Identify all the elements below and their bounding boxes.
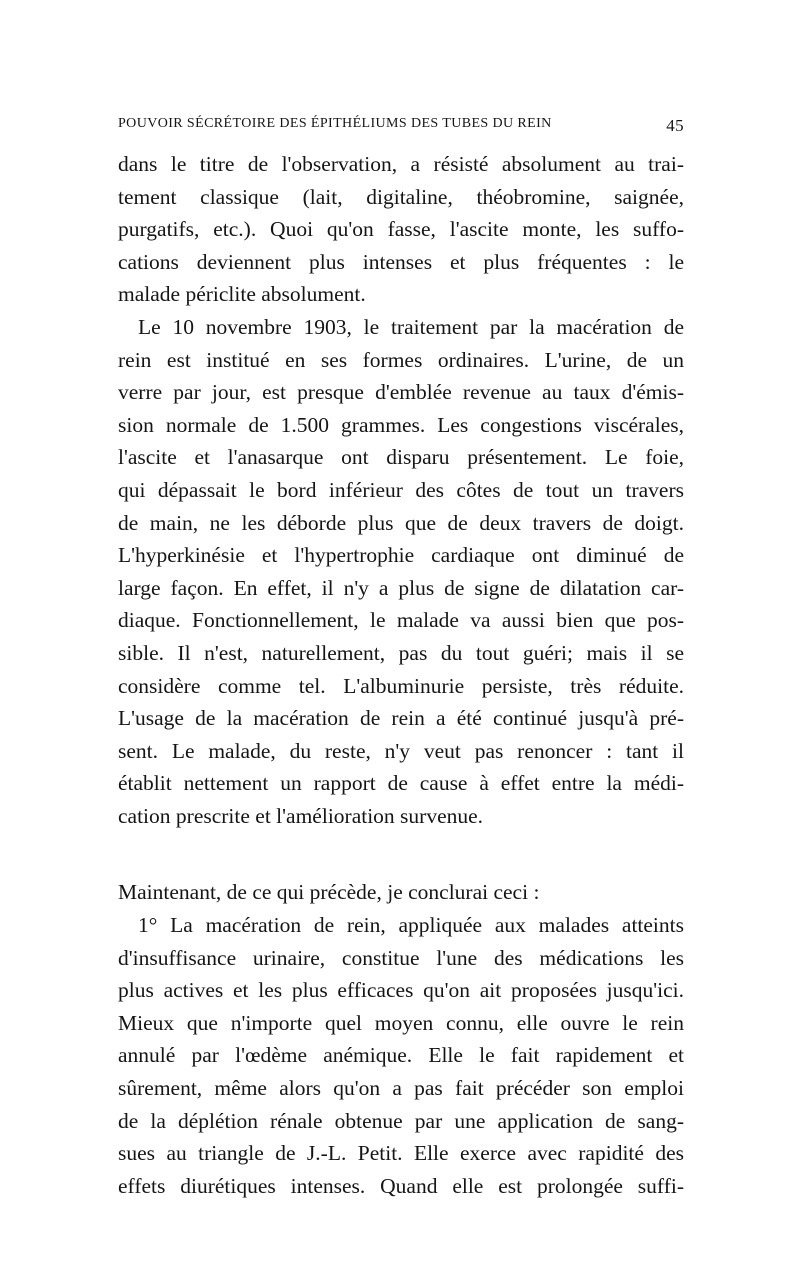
- text-line: purgatifs, etc.). Quoi qu'on fasse, l'ascite monte, les suffo-: [118, 217, 684, 242]
- body-text: [118, 148, 684, 1202]
- paragraph-treatment: [118, 311, 684, 833]
- text-line: établit nettement un rapport de cause à effet entre la médi-: [118, 771, 684, 796]
- text-line: dans le titre de l'observation, a résisté absolument au trai-: [118, 152, 684, 176]
- text-line: de la déplétion rénale obtenue par une application de sang-: [118, 1108, 684, 1133]
- paragraph-conclusion-1: [118, 909, 684, 1202]
- page-number: 45: [666, 116, 684, 135]
- text-line: rein est institué en ses formes ordinaires. L'urine, de un: [118, 347, 684, 372]
- text-line: sent. Le malade, du reste, n'y veut pas renoncer : tant il: [118, 738, 684, 763]
- text-line: tement classique (lait, digitaline, théobromine, saignée,: [118, 184, 684, 209]
- text-line: sûrement, même alors qu'on a pas fait précéder son emploi: [118, 1076, 684, 1101]
- running-title: POUVOIR SÉCRÉTOIRE DES ÉPITHÉLIUMS DES TUBES DU REIN: [118, 116, 552, 131]
- text-line: cations deviennent plus intenses et plus fréquentes : le: [118, 249, 684, 274]
- text-line: de main, ne les déborde plus que de deux travers de doigt.: [118, 510, 684, 535]
- text-line: Maintenant, de ce qui précède, je conclurai ceci :: [118, 880, 540, 905]
- text-line: cation prescrite et l'amélioration survenue.: [118, 803, 484, 828]
- text-line: annulé par l'œdème anémique. Elle le fait rapidement et: [118, 1043, 684, 1068]
- text-line: sues au triangle de J.-L. Petit. Elle exerce avec rapidité des: [118, 1141, 684, 1166]
- text-line: L'hyperkinésie et l'hypertrophie cardiaque ont diminué de: [118, 543, 684, 568]
- text-line: large façon. En effet, il n'y a plus de signe de dilatation car-: [118, 575, 684, 600]
- text-line: effets diurétiques intenses. Quand elle est prolongée suffi-: [118, 1173, 684, 1198]
- text-line: qui dépassait le bord inférieur des côtes de tout un travers: [118, 477, 684, 502]
- text-line: d'insuffisance urinaire, constitue l'une des médications les: [118, 945, 684, 970]
- text-line: sion normale de 1.500 grammes. Les congestions viscérales,: [118, 412, 684, 437]
- text-line: 1° La macération de rein, appliquée aux malades atteints: [138, 913, 684, 938]
- text-line: sible. Il n'est, naturellement, pas du tout guéri; mais il se: [118, 640, 684, 665]
- text-line: considère comme tel. L'albuminurie persiste, très réduite.: [118, 673, 684, 698]
- text-line: plus actives et les plus efficaces qu'on ait proposées jusqu'ici.: [118, 978, 684, 1003]
- text-line: Mieux que n'importe quel moyen connu, elle ouvre le rein: [118, 1010, 684, 1035]
- paragraph-gap: [118, 832, 684, 876]
- running-head: [118, 116, 684, 140]
- paragraph-observation-end: [118, 148, 684, 311]
- text-line: verre par jour, est presque d'emblée revenue au taux d'émis-: [118, 380, 684, 405]
- paragraph-conclusion-intro: [118, 876, 684, 909]
- text-line: l'ascite et l'anasarque ont disparu présentement. Le foie,: [118, 445, 684, 470]
- text-line: diaque. Fonctionnellement, le malade va aussi bien que pos-: [118, 608, 684, 633]
- text-line: malade périclite absolument.: [118, 282, 366, 307]
- text-line: Le 10 novembre 1903, le traitement par la macération de: [138, 314, 684, 339]
- text-line: L'usage de la macération de rein a été continué jusqu'à pré-: [118, 706, 684, 731]
